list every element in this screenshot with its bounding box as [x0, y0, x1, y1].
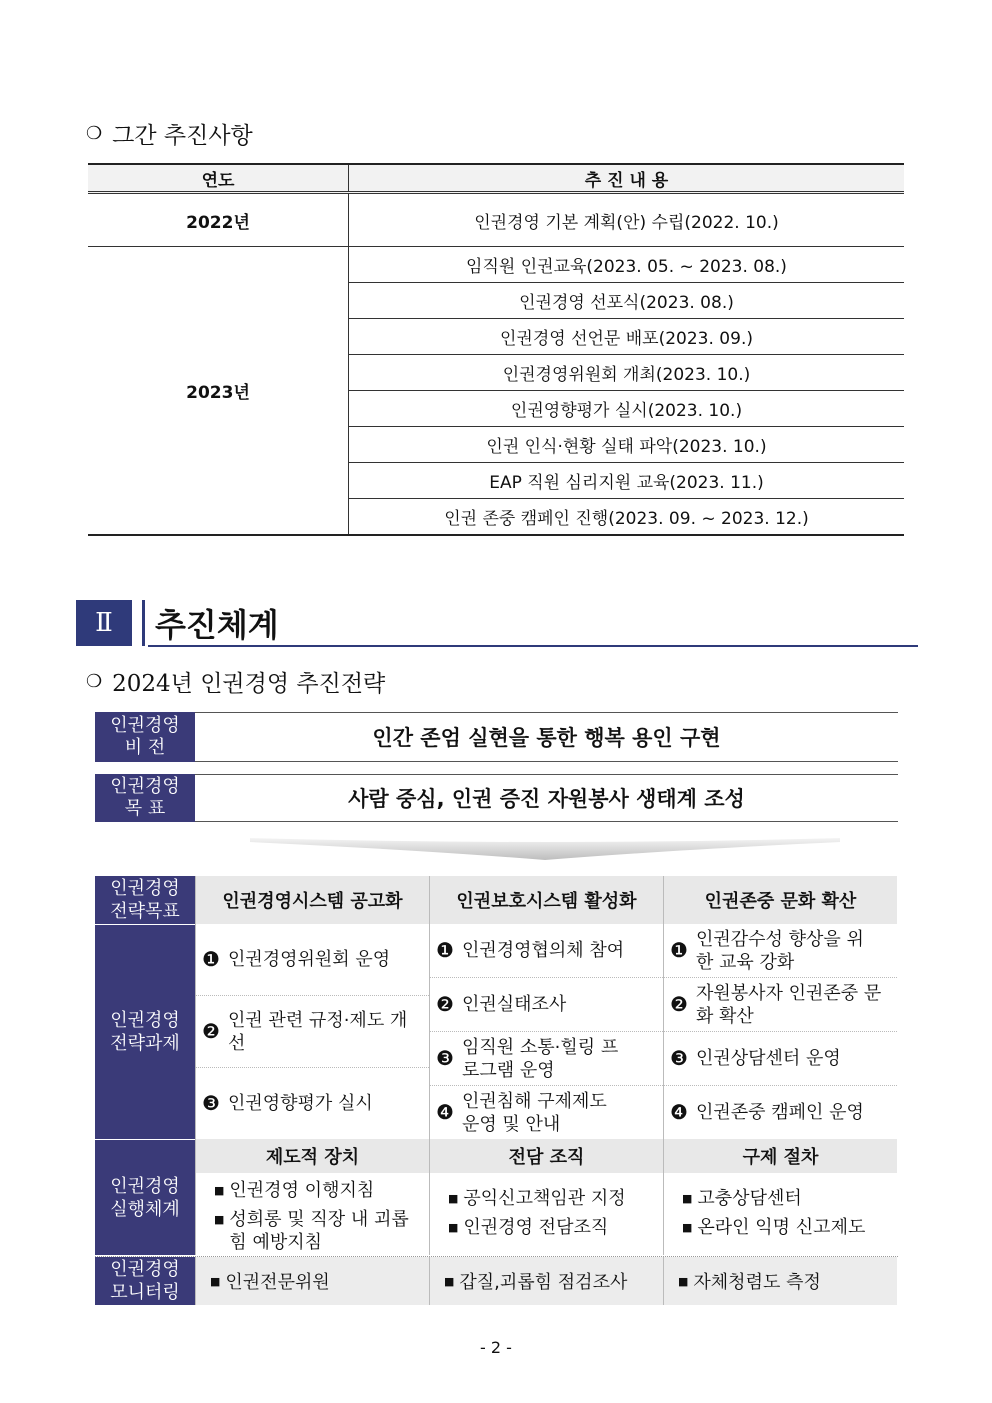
task-item: [429, 1086, 663, 1139]
list-item: [682, 1187, 897, 1210]
goal-row: [95, 774, 898, 822]
strategy-goal-3: 인권존중 문화 확산: [663, 876, 897, 924]
number-icon: ❷: [202, 1019, 220, 1043]
list-item: [682, 1216, 897, 1239]
circle-bullet-icon: ❍: [86, 671, 103, 692]
monitoring-text: 갑질,괴롭힘 점검조사: [459, 1272, 628, 1293]
item-cell: 인권 인식·현황 실태 파악(2023. 10.): [349, 427, 905, 463]
task-text: 인권감수성 향상을 위한 교육 강화: [695, 928, 864, 973]
number-icon: ❸: [436, 1046, 454, 1070]
list-text: 인권경영 전담조직: [463, 1217, 609, 1238]
chapter-underline: [148, 645, 918, 647]
history-heading: [86, 117, 253, 150]
square-bullet-icon: ■: [214, 1213, 225, 1226]
number-icon: ❸: [670, 1046, 688, 1070]
label-line: 실행체계: [110, 1198, 180, 1220]
square-bullet-icon: ■: [444, 1274, 455, 1288]
list-item: [214, 1208, 429, 1254]
label-line: 인권경영: [110, 1010, 180, 1031]
task-text: 자원봉사자 인권존중 문화 확산: [695, 982, 882, 1027]
execution-header-1: 제도적 장치: [195, 1139, 429, 1173]
number-icon: ❷: [670, 992, 688, 1016]
strategy-grid: [95, 876, 898, 1139]
goal-label-line2: 목 표: [124, 798, 166, 819]
task-text: 인권영향평가 실시: [227, 1093, 373, 1114]
task-item: [195, 996, 429, 1068]
execution-grid: [95, 1139, 898, 1255]
list-item: [448, 1216, 663, 1239]
task-text: 인권경영위원회 운영: [227, 949, 391, 970]
header-year: 연도: [88, 165, 349, 193]
task-item: [195, 924, 429, 996]
item-cell: 인권경영위원회 개최(2023. 10.): [349, 355, 905, 391]
square-bullet-icon: ■: [678, 1274, 689, 1288]
label-line: 전략과제: [110, 1033, 180, 1054]
monitoring-text: 인권전문위원: [225, 1272, 330, 1293]
year-cell: 2023년: [88, 247, 349, 535]
number-icon: ❸: [202, 1091, 220, 1115]
execution-col-1: [195, 1173, 429, 1255]
execution-header-3: 구제 절차: [663, 1139, 897, 1173]
strategy-task-label: [95, 924, 195, 1139]
strategy-goal-2: 인권보호시스템 활성화: [429, 876, 663, 924]
label-line: 모니터링: [110, 1282, 180, 1303]
square-bullet-icon: ■: [214, 1184, 225, 1197]
goal-label-line1: 인권경영: [110, 776, 180, 797]
number-icon: ❷: [436, 992, 454, 1016]
task-text: 인권상담센터 운영: [695, 1048, 841, 1069]
list-item: [214, 1179, 429, 1202]
header-content: 추 진 내 용: [349, 165, 905, 193]
execution-label: [95, 1139, 195, 1255]
history-table: [88, 163, 904, 536]
task-item: [429, 978, 663, 1032]
task-column-3: [663, 924, 897, 1139]
table-row: [88, 193, 904, 247]
item-cell: 인권영향평가 실시(2023. 10.): [349, 391, 905, 427]
task-item: [429, 924, 663, 978]
square-bullet-icon: ■: [210, 1274, 221, 1288]
vision-row: [95, 712, 898, 762]
label-line: 인권경영: [110, 1259, 180, 1280]
chapter-title: 추진체계: [155, 606, 279, 644]
goal-label: [95, 774, 195, 822]
number-icon: ❹: [670, 1100, 688, 1124]
page-number: - 2 -: [480, 1338, 512, 1357]
execution-col-2: [429, 1173, 663, 1255]
item-cell: 인권경영 선언문 배포(2023. 09.): [349, 319, 905, 355]
number-icon: ❶: [202, 947, 220, 971]
task-text: 임직원 소통·힐링 프로그램 운영: [461, 1036, 619, 1081]
list-text: 공익신고책임관 지정: [463, 1188, 626, 1209]
chapter-divider: [142, 600, 145, 646]
task-item: [663, 924, 897, 978]
task-text: 인권 관련 규정·제도 개선: [227, 1009, 408, 1054]
circle-bullet-icon: ❍: [86, 123, 103, 144]
goal-text: 사람 중심, 인권 증진 자원봉사 생태계 조성: [195, 774, 898, 822]
monitoring-label: [95, 1257, 195, 1305]
monitoring-item: [195, 1257, 429, 1305]
task-column-1: [195, 924, 429, 1139]
item-cell: 인권경영 기본 계획(안) 수립(2022. 10.): [349, 193, 905, 247]
label-line: 인권경영: [110, 1175, 180, 1197]
item-cell: EAP 직원 심리지원 교육(2023. 11.): [349, 463, 905, 499]
execution-header-2: 전담 조직: [429, 1139, 663, 1173]
task-text: 인권경영협의체 참여: [461, 940, 625, 961]
task-text: 인권존중 캠페인 운영: [695, 1102, 864, 1123]
list-text: 성희롱 및 직장 내 괴롭힘 예방지침: [229, 1209, 409, 1253]
vision-text: 인간 존엄 실현을 통한 행복 용인 구현: [195, 712, 898, 762]
item-cell: 임직원 인권교육(2023. 05. ~ 2023. 08.): [349, 247, 905, 283]
vision-label: [95, 712, 195, 762]
chapter-header: [76, 600, 279, 646]
square-bullet-icon: ■: [448, 1192, 459, 1205]
strategy-heading: [86, 665, 385, 698]
task-item: [663, 978, 897, 1032]
chapter-number: Ⅱ: [76, 600, 132, 646]
vision-label-line2: 비 전: [124, 737, 166, 758]
table-row: [88, 247, 904, 283]
strategy-section-title: 2024년 인권경영 추진전략: [112, 671, 386, 697]
history-title: 그간 추진사항: [112, 123, 253, 149]
square-bullet-icon: ■: [682, 1221, 693, 1234]
monitoring-item: [663, 1257, 897, 1305]
year-cell: 2022년: [88, 193, 349, 247]
monitoring-text: 자체청렴도 측정: [693, 1272, 821, 1293]
item-cell: 인권경영 선포식(2023. 08.): [349, 283, 905, 319]
down-arrow-icon: [250, 836, 840, 862]
task-text: 인권실태조사: [461, 994, 567, 1015]
execution-col-3: [663, 1173, 897, 1255]
monitoring-grid: [95, 1256, 898, 1305]
list-text: 온라인 익명 신고제도: [697, 1217, 866, 1238]
square-bullet-icon: ■: [682, 1192, 693, 1205]
list-item: [448, 1187, 663, 1210]
number-icon: ❶: [670, 938, 688, 962]
list-text: 고충상담센터: [697, 1188, 802, 1209]
task-text: 인권침해 구제제도 운영 및 안내: [461, 1090, 607, 1135]
strategy-goal-label: [95, 876, 195, 924]
number-icon: ❶: [436, 938, 454, 962]
vision-label-line1: 인권경영: [110, 715, 180, 736]
task-item: [429, 1032, 663, 1086]
task-column-2: [429, 924, 663, 1139]
task-item: [195, 1068, 429, 1139]
strategy-goal-1: 인권경영시스템 공고화: [195, 876, 429, 924]
label-line: 인권경영: [110, 878, 180, 899]
item-cell: 인권 존중 캠페인 진행(2023. 09. ~ 2023. 12.): [444, 509, 809, 529]
label-line: 전략목표: [110, 901, 180, 922]
monitoring-item: [429, 1257, 663, 1305]
number-icon: ❹: [436, 1100, 454, 1124]
list-text: 인권경영 이행지침: [229, 1180, 375, 1201]
task-item: [663, 1086, 897, 1139]
task-item: [663, 1032, 897, 1086]
square-bullet-icon: ■: [448, 1221, 459, 1234]
